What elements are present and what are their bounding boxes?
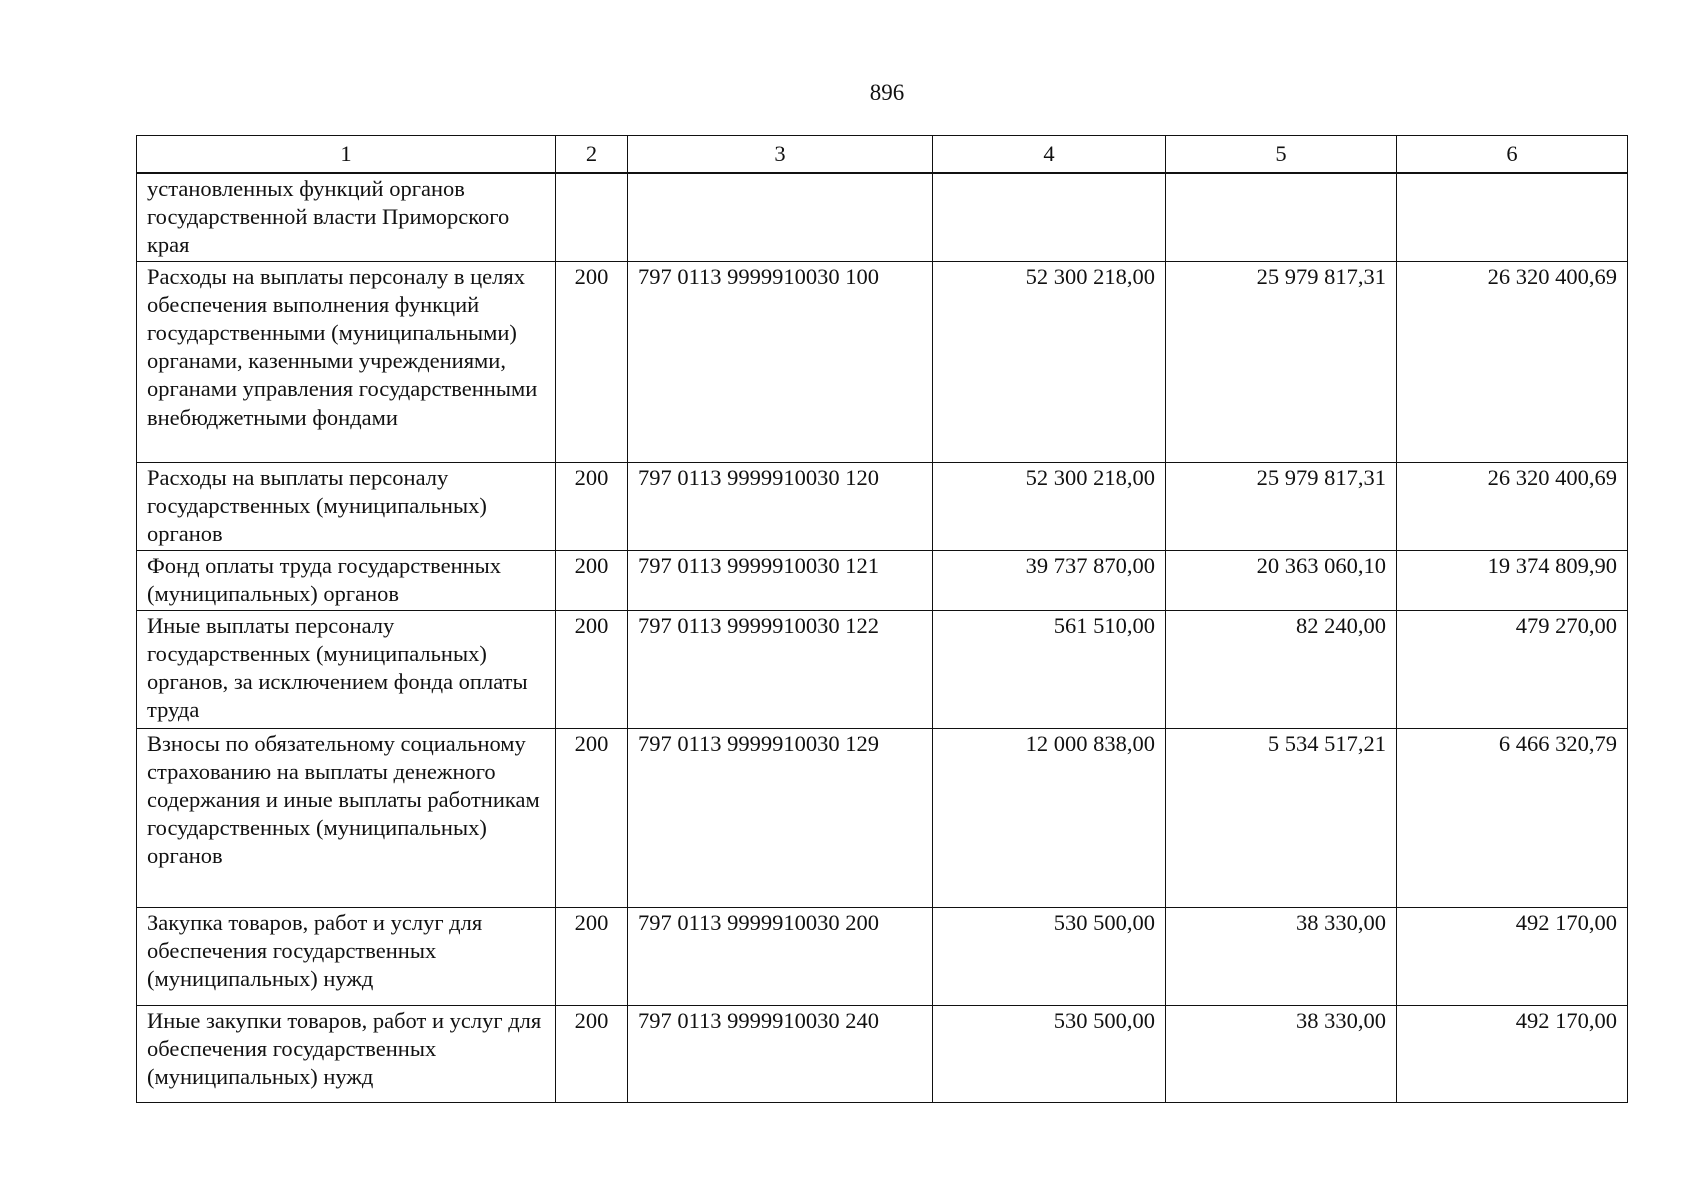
row-name-cell (137, 907, 556, 1005)
header-row (137, 136, 1628, 174)
row-col6: 492 170,00 (1515, 1007, 1617, 1033)
budget-table (136, 135, 1628, 1103)
row-col6-cell (1397, 550, 1628, 610)
table-row (137, 728, 1628, 907)
row-col4 (943, 174, 1155, 176)
row-code-cell (628, 261, 933, 462)
row-col5-cell (1166, 173, 1397, 261)
row-name-cell (137, 728, 556, 907)
row-col4: 39 737 870,00 (1025, 552, 1155, 578)
row-col5: 82 240,00 (1296, 612, 1386, 638)
row-code-cell (628, 173, 933, 261)
row-col5-cell (1166, 610, 1397, 728)
row-name: Иные закупки товаров, работ и услуг для обеспечения государственных (муниципальных) нужд (147, 1007, 542, 1090)
row-admin: 200 (574, 263, 609, 289)
row-col5 (1176, 174, 1386, 176)
table-row (137, 610, 1628, 728)
row-col6-cell (1397, 462, 1628, 550)
row-name: Иные выплаты персоналу государственных (муниципальных) органов, за исключением фонда оплаты труда (147, 612, 528, 723)
row-col6: 19 374 809,90 (1487, 552, 1617, 578)
row-admin-cell (556, 610, 628, 728)
row-admin-cell (556, 728, 628, 907)
row-admin-cell (556, 173, 628, 261)
header-col-3: 3 (628, 136, 933, 174)
row-code: 797 0113 9999910030 240 (638, 1007, 880, 1033)
row-col4-cell (933, 1005, 1166, 1102)
row-col5-cell (1166, 1005, 1397, 1102)
row-col6: 479 270,00 (1515, 612, 1617, 638)
row-col6-cell (1397, 173, 1628, 261)
row-col4-cell (933, 173, 1166, 261)
row-col4-cell (933, 728, 1166, 907)
row-name-cell (137, 462, 556, 550)
row-col4: 52 300 218,00 (1025, 464, 1155, 490)
row-col4-cell (933, 550, 1166, 610)
row-name: Фонд оплаты труда государственных (муниципальных) органов (147, 552, 502, 606)
row-name: Закупка товаров, работ и услуг для обеспечения государственных (муниципальных) нужд (147, 909, 483, 992)
row-code-cell (628, 728, 933, 907)
row-code: 797 0113 9999910030 129 (638, 730, 880, 756)
row-col5-cell (1166, 728, 1397, 907)
row-name-cell (137, 610, 556, 728)
row-col5-cell (1166, 462, 1397, 550)
row-col5-cell (1166, 550, 1397, 610)
row-code: 797 0113 9999910030 121 (638, 552, 880, 578)
row-col6: 26 320 400,69 (1487, 464, 1617, 490)
row-col4: 530 500,00 (1053, 1007, 1155, 1033)
row-admin: 200 (574, 464, 609, 490)
row-col6: 26 320 400,69 (1487, 263, 1617, 289)
row-col4: 52 300 218,00 (1025, 263, 1155, 289)
header-col-4: 4 (933, 136, 1166, 174)
row-code-cell (628, 907, 933, 1005)
row-col5-cell (1166, 907, 1397, 1005)
row-col6: 492 170,00 (1515, 909, 1617, 935)
row-col6: 6 466 320,79 (1498, 730, 1617, 756)
row-admin-cell (556, 261, 628, 462)
row-code (638, 174, 922, 176)
row-code-cell (628, 1005, 933, 1102)
row-admin: 200 (574, 730, 609, 756)
row-col6 (1407, 174, 1617, 176)
table-row (137, 1005, 1628, 1102)
row-col4-cell (933, 907, 1166, 1005)
table-row (137, 261, 1628, 462)
row-col5: 38 330,00 (1296, 909, 1386, 935)
row-col5: 5 534 517,21 (1267, 730, 1386, 756)
row-admin-cell (556, 1005, 628, 1102)
table-row (137, 907, 1628, 1005)
table-row (137, 173, 1628, 261)
row-name-cell (137, 173, 556, 261)
row-code-cell (628, 462, 933, 550)
row-admin: 200 (574, 1007, 609, 1033)
row-col5-cell (1166, 261, 1397, 462)
row-code: 797 0113 9999910030 122 (638, 612, 880, 638)
row-col4: 530 500,00 (1053, 909, 1155, 935)
row-name-cell (137, 1005, 556, 1102)
row-col6-cell (1397, 907, 1628, 1005)
table-row (137, 550, 1628, 610)
row-admin: 200 (574, 552, 609, 578)
row-col6-cell (1397, 1005, 1628, 1102)
header-col-1: 1 (137, 136, 556, 174)
row-col6-cell (1397, 728, 1628, 907)
row-name: Взносы по обязательному социальному страхованию на выплаты денежного содержания и иные выплаты работникам государственных (муниципальных) органов (147, 730, 540, 869)
table-row (137, 462, 1628, 550)
header-col-5: 5 (1166, 136, 1397, 174)
row-col5: 25 979 817,31 (1256, 464, 1386, 490)
row-col4-cell (933, 610, 1166, 728)
row-name: установленных функций органов государственной власти Приморского края (147, 176, 510, 258)
row-col5: 38 330,00 (1296, 1007, 1386, 1033)
row-admin-cell (556, 462, 628, 550)
row-col5: 20 363 060,10 (1256, 552, 1386, 578)
row-name: Расходы на выплаты персоналу государственных (муниципальных) органов (147, 464, 487, 547)
row-admin: 200 (574, 909, 609, 935)
row-col6-cell (1397, 261, 1628, 462)
header-col-6: 6 (1397, 136, 1628, 174)
header-col-2: 2 (556, 136, 628, 174)
row-col4-cell (933, 462, 1166, 550)
row-admin (566, 174, 617, 176)
row-admin-cell (556, 550, 628, 610)
row-code: 797 0113 9999910030 100 (638, 263, 880, 289)
row-name-cell (137, 261, 556, 462)
row-name-cell (137, 550, 556, 610)
row-col4: 12 000 838,00 (1025, 730, 1155, 756)
row-col6-cell (1397, 610, 1628, 728)
row-code: 797 0113 9999910030 120 (638, 464, 880, 490)
row-admin: 200 (574, 612, 609, 638)
row-code-cell (628, 550, 933, 610)
row-admin-cell (556, 907, 628, 1005)
row-code-cell (628, 610, 933, 728)
row-code: 797 0113 9999910030 200 (638, 909, 880, 935)
row-col4-cell (933, 261, 1166, 462)
page-number: 896 (869, 80, 905, 105)
row-col4: 561 510,00 (1053, 612, 1155, 638)
row-col5: 25 979 817,31 (1256, 263, 1386, 289)
row-name: Расходы на выплаты персоналу в целях обеспечения выполнения функций государственными (муниципальными) органами, казенными учреждениями, органами управления государственными внебюджетными фондами (147, 263, 538, 430)
